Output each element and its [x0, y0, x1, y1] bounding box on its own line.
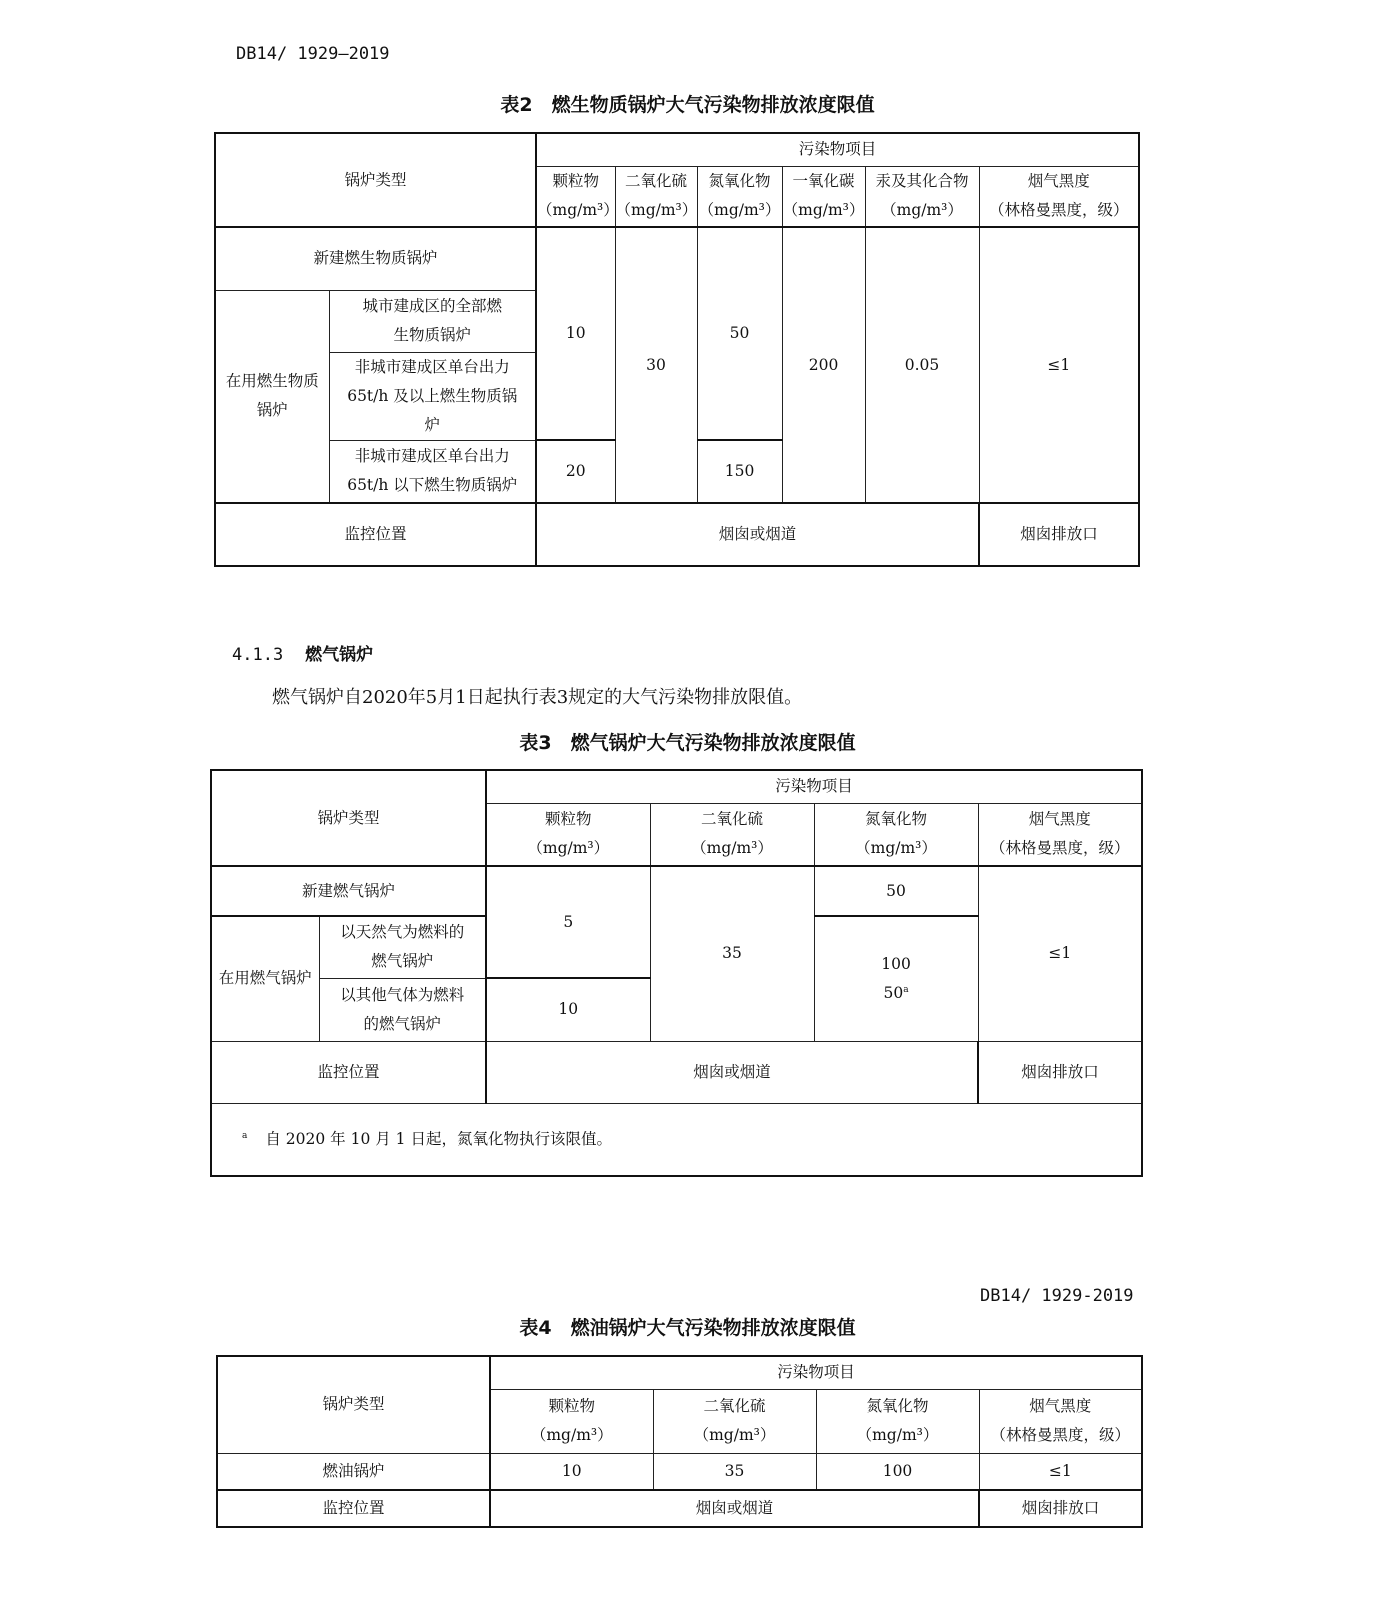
table3-pm-a: 5 [486, 866, 650, 978]
table2-so2: 30 [615, 227, 697, 503]
table3-col-so2: 二氧化硫 （mg/m³） [650, 803, 814, 866]
table3-col-smoke: 烟气黑度 （林格曼黑度，级） [978, 803, 1142, 866]
table2-loc-chimney-or-flue: 烟囱或烟道 [536, 503, 979, 566]
table3 [210, 769, 1143, 1177]
table2-col-nox: 氮氧化物 （mg/m³） [697, 166, 782, 227]
section-heading [232, 640, 373, 665]
table3-boiler-type-header: 锅炉类型 [211, 770, 486, 866]
table3-sub2: 以其他气体为燃料的燃气锅炉 [319, 978, 486, 1041]
table3-footnote: $^a$ 自 2020 年 10 月 1 日起，氮氧化物执行该限值。 [211, 1103, 1142, 1176]
table3-pollutant-items-header: 污染物项目 [486, 770, 1142, 803]
table4-loc-chimney-or-flue: 烟囱或烟道 [490, 1490, 979, 1527]
table4-smoke: ≤1 [979, 1453, 1142, 1490]
table3-so2: 35 [650, 866, 814, 1041]
table4-monitor-label: 监控位置 [217, 1490, 490, 1527]
table4-pollutant-items-header: 污染物项目 [490, 1356, 1142, 1389]
table4-loc-chimney-outlet: 烟囱排放口 [979, 1490, 1142, 1527]
table2-col-pm: 颗粒物 （mg/m³） [536, 166, 615, 227]
table2-hg: 0.05 [865, 227, 979, 503]
table2-col-smoke: 烟气黑度 （林格曼黑度，级） [979, 166, 1139, 227]
table2-col-so2: 二氧化硫 （mg/m³） [615, 166, 697, 227]
section-number: 4.1.3 [232, 645, 284, 665]
table2-smoke: ≤1 [979, 227, 1139, 503]
section-title: 燃气锅炉 [305, 645, 374, 665]
table2-sub1: 城市建成区的全部燃生物质锅炉 [329, 290, 536, 352]
table2-sub2: 非城市建成区单台出力65t/h 及以上燃生物质锅炉 [329, 352, 536, 440]
table3-caption: 表3 燃气锅炉大气污染物排放浓度限值 [519, 732, 856, 754]
table4-boiler-type-header: 锅炉类型 [217, 1356, 490, 1453]
table4-col-pm: 颗粒物 （mg/m³） [490, 1389, 653, 1453]
table2-monitor-label: 监控位置 [215, 503, 536, 566]
table2-row-inuse: 在用燃生物质锅炉 [215, 290, 329, 503]
table2-boiler-type-header: 锅炉类型 [215, 133, 536, 227]
table3-nox-inuse: 100 50$^a$ [814, 916, 978, 1041]
table3-row-new: 新建燃气锅炉 [211, 866, 486, 916]
table4 [216, 1355, 1143, 1528]
table3-col-pm: 颗粒物 （mg/m³） [486, 803, 650, 866]
table4-pm: 10 [490, 1453, 653, 1490]
table3-nox-new: 50 [814, 866, 978, 916]
table4-col-nox: 氮氧化物 （mg/m³） [816, 1389, 979, 1453]
document-code-header-bottom: DB14/ 1929-2019 [980, 1286, 1134, 1306]
table3-smoke: ≤1 [978, 866, 1142, 1041]
table4-nox: 100 [816, 1453, 979, 1490]
document-code-header: DB14/ 1929—2019 [236, 44, 390, 64]
table2-nox-b: 150 [697, 440, 782, 503]
table2-pm-b: 20 [536, 440, 615, 503]
table3-pm-b: 10 [486, 978, 650, 1041]
table3-col-nox: 氮氧化物 （mg/m³） [814, 803, 978, 866]
table2-loc-chimney-outlet: 烟囱排放口 [979, 503, 1139, 566]
table3-loc-chimney-outlet: 烟囱排放口 [978, 1041, 1142, 1103]
table2-caption: 表2 燃生物质锅炉大气污染物排放浓度限值 [500, 94, 875, 116]
table2 [214, 132, 1140, 567]
table3-loc-chimney-or-flue: 烟囱或烟道 [486, 1041, 978, 1103]
table3-monitor-label: 监控位置 [211, 1041, 486, 1103]
section-paragraph: 燃气锅炉自2020年5月1日起执行表3规定的大气污染物排放限值。 [272, 687, 803, 708]
table3-row-inuse: 在用燃气锅炉 [211, 916, 319, 1041]
table2-col-co: 一氧化碳 （mg/m³） [782, 166, 865, 227]
table2-sub3: 非城市建成区单台出力65t/h 以下燃生物质锅炉 [329, 440, 536, 503]
table2-row-new: 新建燃生物质锅炉 [215, 227, 536, 290]
table2-pollutant-items-header: 污染物项目 [536, 133, 1139, 166]
table4-col-so2: 二氧化硫 （mg/m³） [653, 1389, 816, 1453]
table2-pm-a: 10 [536, 227, 615, 440]
table2-col-hg: 汞及其化合物 （mg/m³） [865, 166, 979, 227]
table3-sub1: 以天然气为燃料的燃气锅炉 [319, 916, 486, 978]
table2-co: 200 [782, 227, 865, 503]
table4-row-oil: 燃油锅炉 [217, 1453, 490, 1490]
table2-nox-a: 50 [697, 227, 782, 440]
table4-caption: 表4 燃油锅炉大气污染物排放浓度限值 [519, 1317, 856, 1339]
table4-col-smoke: 烟气黑度 （林格曼黑度，级） [979, 1389, 1142, 1453]
table4-so2: 35 [653, 1453, 816, 1490]
